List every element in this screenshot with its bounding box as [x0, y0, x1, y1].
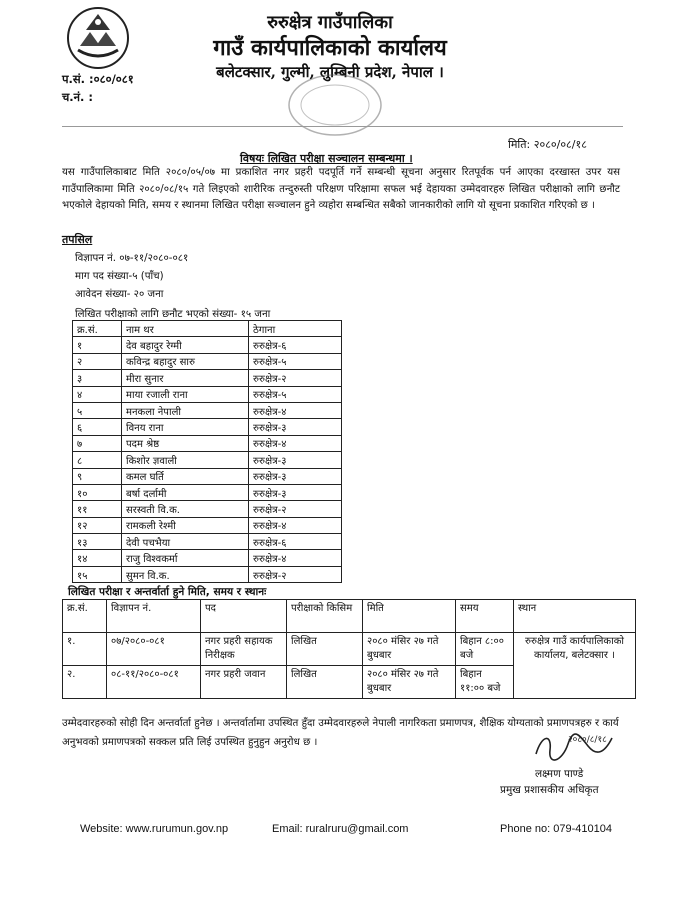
footer-email: Email: ruralruru@gmail.com: [272, 823, 409, 835]
schedule-title: लिखित परीक्षा र अन्तर्वार्ता हुने मिति, समय र स्थानः: [68, 586, 267, 598]
table-cell: १.: [63, 633, 107, 666]
table-header-row: [63, 600, 636, 633]
column-header: स्थान: [514, 600, 636, 633]
table-cell: बिहान ८:०० बजे: [456, 633, 514, 666]
table-cell: २: [73, 353, 122, 369]
table-cell: १२: [73, 517, 122, 533]
table-cell: बर्षा दर्लामी: [122, 484, 249, 500]
candidates-table: [72, 320, 342, 583]
table-cell: रुरुक्षेत्र-२: [249, 370, 342, 386]
table-cell: रुरुक्षेत्र-३: [249, 452, 342, 468]
column-header: नाम थर: [122, 321, 249, 337]
table-row: [73, 435, 342, 451]
table-cell: सरस्वती वि.क.: [122, 501, 249, 517]
table-cell: बिहान ११:०० बजे: [456, 666, 514, 699]
table-cell: १०: [73, 484, 122, 500]
table-row: [73, 402, 342, 418]
table-cell: लिखित: [287, 666, 363, 699]
column-header: समय: [456, 600, 514, 633]
table-cell: रुरुक्षेत्र-२: [249, 501, 342, 517]
table-row: [73, 386, 342, 402]
table-cell: रुरुक्षेत्र-५: [249, 386, 342, 402]
table-cell: ७: [73, 435, 122, 451]
footer-phone: Phone no: 079-410104: [500, 823, 612, 835]
office-stamp: [285, 70, 385, 140]
table-cell: नगर प्रहरी सहायक निरीक्षक: [201, 633, 287, 666]
table-cell: रुरुक्षेत्र-५: [249, 353, 342, 369]
table-cell: रुरुक्षेत्र-२: [249, 566, 342, 582]
table-cell: १३: [73, 534, 122, 550]
closing-paragraph: उम्मेदवारहरुको सोही दिन अन्तर्वार्ता हुनेछ । अन्तर्वार्तामा उपस्थित हुँदा उम्मेदवारहरुले नेपाली नागरिकता प्रमाणपत्र, शैक्षिक योग्यताको प्रमाणपत्रहरु र कार्य अनुभवको प्रमाणपत्रको सक्कल प्रति लिई उपस्थित हुनुहुन अनुरोध छ ।: [62, 718, 619, 748]
table-cell: २.: [63, 666, 107, 699]
column-header: क्र.सं.: [73, 321, 122, 337]
table-cell: लिखित: [287, 633, 363, 666]
column-header: मिति: [363, 600, 456, 633]
table-cell: रुरुक्षेत्र-४: [249, 435, 342, 451]
nepal-emblem-logo: [66, 6, 130, 70]
table-row: [73, 566, 342, 582]
table-cell: १५: [73, 566, 122, 582]
table-cell: माया रजाली राना: [122, 386, 249, 402]
table-cell: मनकला नेपाली: [122, 402, 249, 418]
table-cell: ६: [73, 419, 122, 435]
required-posts: माग पद संख्या-५ (पाँच): [75, 271, 164, 282]
table-cell: रुरुक्षेत्र-६: [249, 337, 342, 353]
table-header-row: [73, 321, 342, 337]
table-cell: सुमन वि.क.: [122, 566, 249, 582]
table-row: [73, 517, 342, 533]
header-line-2: गाउँ कार्यपालिकाको कार्यालय: [213, 35, 447, 61]
table-row: [73, 550, 342, 566]
table-cell: देवी पचभैया: [122, 534, 249, 550]
column-header: क्र.सं.: [63, 600, 107, 633]
table-cell: कमल घर्ति: [122, 468, 249, 484]
table-cell: रुरुक्षेत्र-३: [249, 419, 342, 435]
letter-date: मिति: २०८०/०८/१८: [508, 138, 587, 151]
signature-image: [528, 728, 618, 768]
venue-cell: रुरुक्षेत्र गाउँ कार्यपालिकाको कार्यालय, बलेटक्सार ।: [514, 633, 636, 699]
table-cell: ०७/२०८०-०८१: [107, 633, 201, 666]
table-cell: ९: [73, 468, 122, 484]
schedule-table: [62, 599, 636, 699]
candidates-body: [73, 337, 342, 583]
table-cell: रुरुक्षेत्र-३: [249, 484, 342, 500]
vigyapan-number: विज्ञापन नं. ०७-११/२०८०-०८१: [75, 253, 189, 264]
letter-subject: विषयः लिखित परीक्षा सञ्चालन सम्बन्धमा ।: [240, 152, 413, 165]
table-row: [73, 452, 342, 468]
table-row: [73, 501, 342, 517]
column-header: ठेगाना: [249, 321, 342, 337]
column-header: पद: [201, 600, 287, 633]
table-row: [73, 468, 342, 484]
application-count: आवेदन संख्या- २० जना: [75, 289, 164, 300]
table-cell: २०८० मंसिर २७ गते बुधबार: [363, 633, 456, 666]
table-cell: ३: [73, 370, 122, 386]
selected-count: लिखित परीक्षाको लागि छनौट भएको संख्या- १५ जना: [75, 309, 271, 320]
table-cell: पदम श्रेष्ठ: [122, 435, 249, 451]
table-cell: कविन्द्र बहादुर सारु: [122, 353, 249, 369]
table-row: [73, 353, 342, 369]
table-row: [73, 337, 342, 353]
column-header: विज्ञापन नं.: [107, 600, 201, 633]
table-cell: रामकली रेश्मी: [122, 517, 249, 533]
column-header: परीक्षाको किसिम: [287, 600, 363, 633]
table-row: [73, 370, 342, 386]
table-cell: नगर प्रहरी जवान: [201, 666, 287, 699]
header-line-3: बलेटक्सार, गुल्मी, लुम्बिनी प्रदेश, नेपाल ।: [216, 63, 444, 81]
table-cell: २०८० मंसिर २७ गते बुधबार: [363, 666, 456, 699]
svg-text:२०८०/८/१८: २०८०/८/१८: [568, 735, 607, 745]
table-cell: रुरुक्षेत्र-६: [249, 534, 342, 550]
table-cell: किशोर ज्ञवाली: [122, 452, 249, 468]
table-cell: रुरुक्षेत्र-४: [249, 402, 342, 418]
table-cell: राजु विश्वकर्मा: [122, 550, 249, 566]
table-row: [73, 484, 342, 500]
table-cell: १: [73, 337, 122, 353]
chalani-number: च.नं. :: [62, 90, 94, 104]
table-cell: १४: [73, 550, 122, 566]
table-cell: ८: [73, 452, 122, 468]
table-row: [63, 633, 636, 666]
table-cell: रुरुक्षेत्र-४: [249, 517, 342, 533]
body-paragraph: यस गाउँपालिकाबाट मिति २०८०/०५/०७ मा प्रकाशित नगर प्रहरी पदपूर्ति गर्ने सम्बन्धी सूचना अनुसार रितपूर्वक पर्न आएका दरखास्त उपर यस गाउँपालिकामा मिति २०८०/०८/१५ गते लिइएको शारीरिक तन्दुरुस्ती परिक्षण परिक्षामा सफल भई देहायका उम्मेदवारहरु लिखित परीक्षाको लागि छनौट भएकोले देहायको मिति, समय र स्थानमा लिखित परीक्षा सञ्चालन हुने व्यहोरा सम्बन्धित सबैको जानकारीको लागि यो सूचना प्रकाशित गरिएको छ ।: [62, 167, 620, 211]
table-cell: रुरुक्षेत्र-४: [249, 550, 342, 566]
table-cell: ५: [73, 402, 122, 418]
header-line-1: रुरुक्षेत्र गाउँपालिका: [267, 12, 393, 33]
signer-name: लक्ष्मण पाण्डे: [535, 768, 584, 780]
table-row: [73, 419, 342, 435]
details-heading: तपसिल: [62, 233, 93, 246]
table-cell: रुरुक्षेत्र-३: [249, 468, 342, 484]
table-row: [73, 534, 342, 550]
signer-title: प्रमुख प्रशासकीय अधिकृत: [500, 784, 599, 796]
table-cell: विनय राना: [122, 419, 249, 435]
table-cell: ४: [73, 386, 122, 402]
table-cell: ११: [73, 501, 122, 517]
table-cell: ०८-११/२०८०-०८१: [107, 666, 201, 699]
patra-sankhya: प.सं. :०८०/०८१: [62, 72, 134, 86]
table-cell: मीरा सुनार: [122, 370, 249, 386]
header-divider: [62, 126, 623, 127]
footer-website: Website: www.rurumun.gov.np: [80, 823, 229, 835]
table-cell: देव बहादुर रेग्मी: [122, 337, 249, 353]
